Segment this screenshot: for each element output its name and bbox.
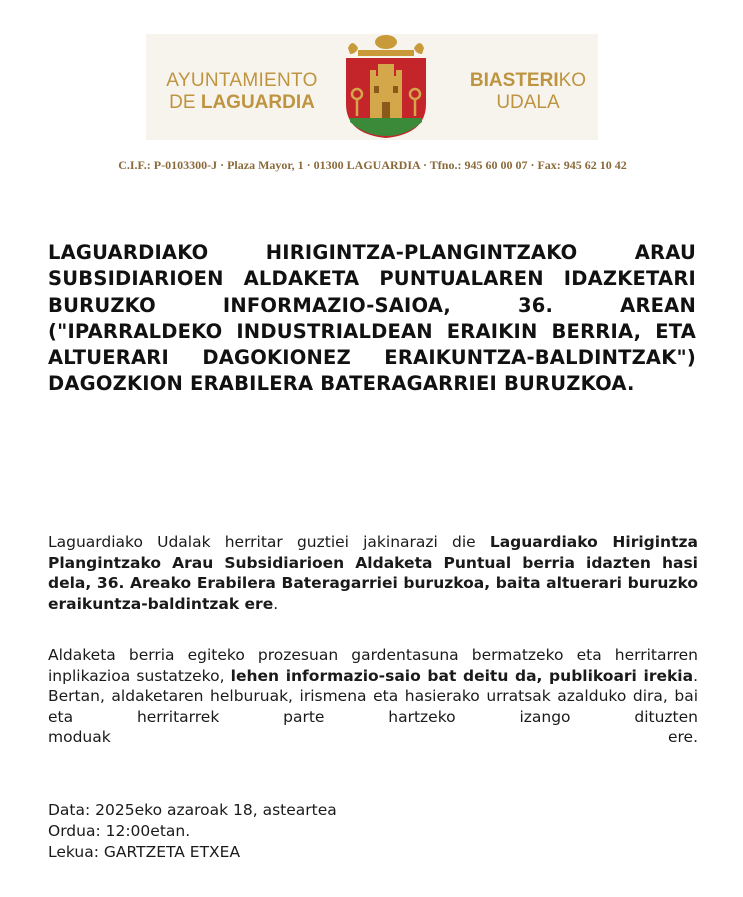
logo-left-bold: LAGUARDIA — [200, 92, 315, 113]
logo-right-bold: BIASTERI — [469, 70, 559, 91]
p2-last-line — [48, 727, 698, 748]
paragraph-session — [48, 645, 698, 748]
paragraph-announcement — [48, 532, 698, 614]
ayuntamiento-logo-text — [154, 70, 330, 114]
coat-of-arms-icon — [336, 34, 436, 140]
event-date: Data: 2025eko azaroak 18, asteartea — [48, 801, 337, 819]
biasteriko-logo-text — [458, 70, 598, 114]
logo-left-line1: AYUNTAMIENTO — [166, 70, 318, 91]
p2-rest: . Bertan, aldaketaren helburuak, irismena eta hasierako urratsak azalduko dira, bai eta herritarrek parte hartzeko izango dituzten — [48, 666, 698, 726]
header-banner — [146, 34, 598, 140]
logo-left-prefix: DE — [169, 92, 201, 113]
logo-left-line2 — [154, 92, 330, 114]
p2-body — [48, 645, 698, 727]
event-details — [48, 800, 548, 863]
document-title: LAGUARDIAKO HIRIGINTZA-PLANGINTZAKO ARAU SUBSIDIARIOEN ALDAKETA PUNTUALAREN IDAZKETARI BURUZKO INFORMAZIO-SAIOA, 36. AREAN ("IPARRALDEKO INDUSTRIALDEAN ERAIKIN BERRIA, ETA ALTUERARI DAGOKIONEZ ERAIKUNTZA-BALDINTZAK") DAGOZKION ERABILERA BATERAGARRIEI BURUZKOA. — [48, 241, 696, 396]
p2-intro: Aldaketa berria egiteko prozesuan gardentasuna bermatzeko eta herritarren inplikazioa sustatzeko, — [48, 646, 698, 685]
p2-last-right: ere. — [667, 728, 698, 746]
p2-bold: lehen informazio-saio bat deitu da, publikoari irekia — [230, 666, 694, 685]
p1-intro: Laguardiako Udalak herritar guztiei jakinarazi die — [48, 533, 490, 551]
event-time: Ordua: 12:00etan. — [48, 822, 191, 840]
logo-right-rest: KO — [558, 70, 587, 91]
p1-end: . — [273, 594, 279, 613]
p1-bold: Laguardiako Hirigintza Plangintzako Arau Subsidiarioen Aldaketa Puntual berria idazten hasi dela, 36. Areako Erabilera Bateragarriei buruzkoa, baita altuerari buruzko eraikuntza-baldintzak ere — [48, 533, 698, 613]
event-place: Lekua: GARTZETA ETXEA — [48, 843, 241, 861]
logo-right-line2: UDALA — [496, 92, 560, 113]
contact-info: C.I.F.: P-0103300-J · Plaza Mayor, 1 · 01300 LAGUARDIA · Tfno.: 945 60 00 07 · Fax: 945 62 10 42 — [118, 158, 627, 172]
p2-last-left: moduak — [48, 728, 111, 746]
logo-right-line1 — [458, 70, 598, 92]
